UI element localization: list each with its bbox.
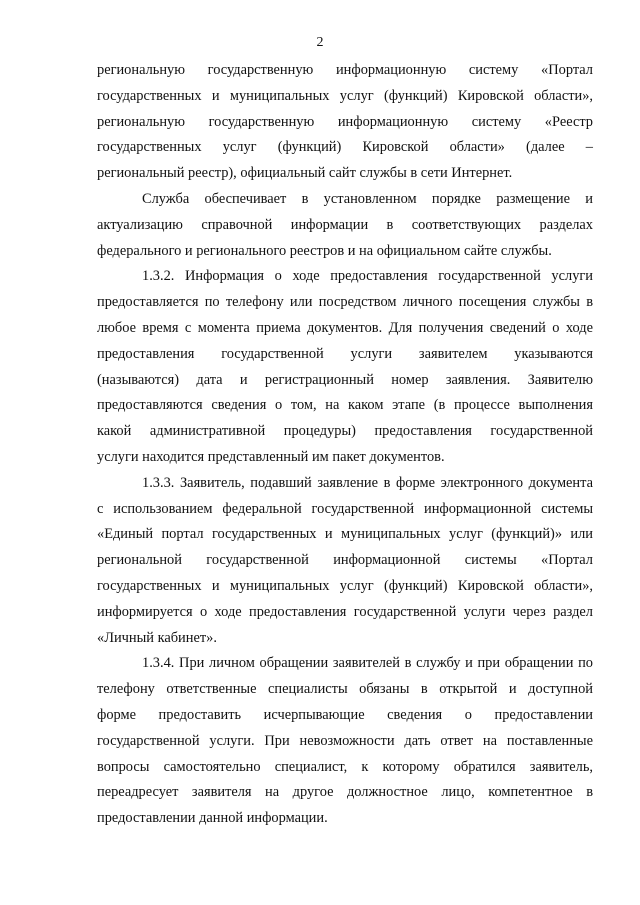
- text-line: предоставлении данной информации.: [97, 810, 328, 827]
- paragraph: [97, 58, 593, 187]
- text-line: «Единый портал государственных и муниципальных услуг (функций)» или: [97, 526, 593, 543]
- paragraph: [97, 264, 593, 470]
- text-line: какой административной процедуры) предоставления государственной: [97, 423, 593, 440]
- text-line: актуализацию справочной информации в соответствующих разделах: [97, 216, 593, 233]
- text-line: форме предоставить исчерпывающие сведения о предоставлении: [97, 706, 593, 723]
- document-body: [97, 58, 593, 832]
- text-line: «Личный кабинет».: [97, 629, 217, 646]
- text-line: 1.3.2. Информация о ходе предоставления государственной услуги: [142, 268, 593, 285]
- text-line: государственных услуг (функций) Кировской области» (далее –: [97, 139, 593, 156]
- text-line: Служба обеспечивает в установленном порядке размещение и: [142, 190, 593, 207]
- text-line: телефону ответственные специалисты обязаны в открытой и доступной: [97, 681, 593, 698]
- text-line: государственных и муниципальных услуг (функций) Кировской области»,: [97, 577, 593, 594]
- text-line: региональную государственную информационную систему «Портал: [97, 62, 593, 78]
- text-line: информируется о ходе предоставления государственной услуги через раздел: [97, 603, 593, 620]
- page-number: 2: [316, 35, 324, 50]
- text-line: региональной государственной информационной системы «Портал: [97, 552, 593, 569]
- text-line: услуги находится представленный им пакет документов.: [97, 448, 445, 465]
- text-line: государственных и муниципальных услуг (функций) Кировской области»,: [97, 87, 593, 104]
- paragraph: [97, 651, 593, 832]
- text-line: переадресует заявителя на другое должностное лицо, компетентное в: [97, 784, 593, 801]
- text-line: предоставления государственной услуги заявителем указываются: [97, 345, 593, 362]
- text-line: предоставляется по телефону или посредством личного посещения службы в: [97, 294, 593, 311]
- paragraph: [97, 187, 593, 264]
- text-line: (называются) дата и регистрационный номер заявления. Заявителю: [97, 371, 593, 388]
- text-line: вопросы самостоятельно специалист, к которому обратился заявитель,: [97, 758, 593, 775]
- text-line: федерального и регионального реестров и на официальном сайте службы.: [97, 242, 552, 259]
- paragraph: [97, 471, 593, 652]
- text-line: 1.3.4. При личном обращении заявителей в службу и при обращении по: [142, 655, 593, 672]
- text-line: предоставляются сведения о том, на каком этапе (в процессе выполнения: [97, 397, 593, 414]
- text-line: государственной услуги. При невозможности дать ответ на поставленные: [97, 732, 593, 749]
- text-line: региональную государственную информационную систему «Реестр: [97, 113, 593, 130]
- text-line: 1.3.3. Заявитель, подавший заявление в форме электронного документа: [142, 474, 593, 491]
- text-line: любое время с момента приема документов. Для получения сведений о ходе: [97, 319, 593, 336]
- text-line: региональный реестр), официальный сайт службы в сети Интернет.: [97, 165, 513, 182]
- text-line: с использованием федеральной государственной информационной системы: [97, 500, 593, 517]
